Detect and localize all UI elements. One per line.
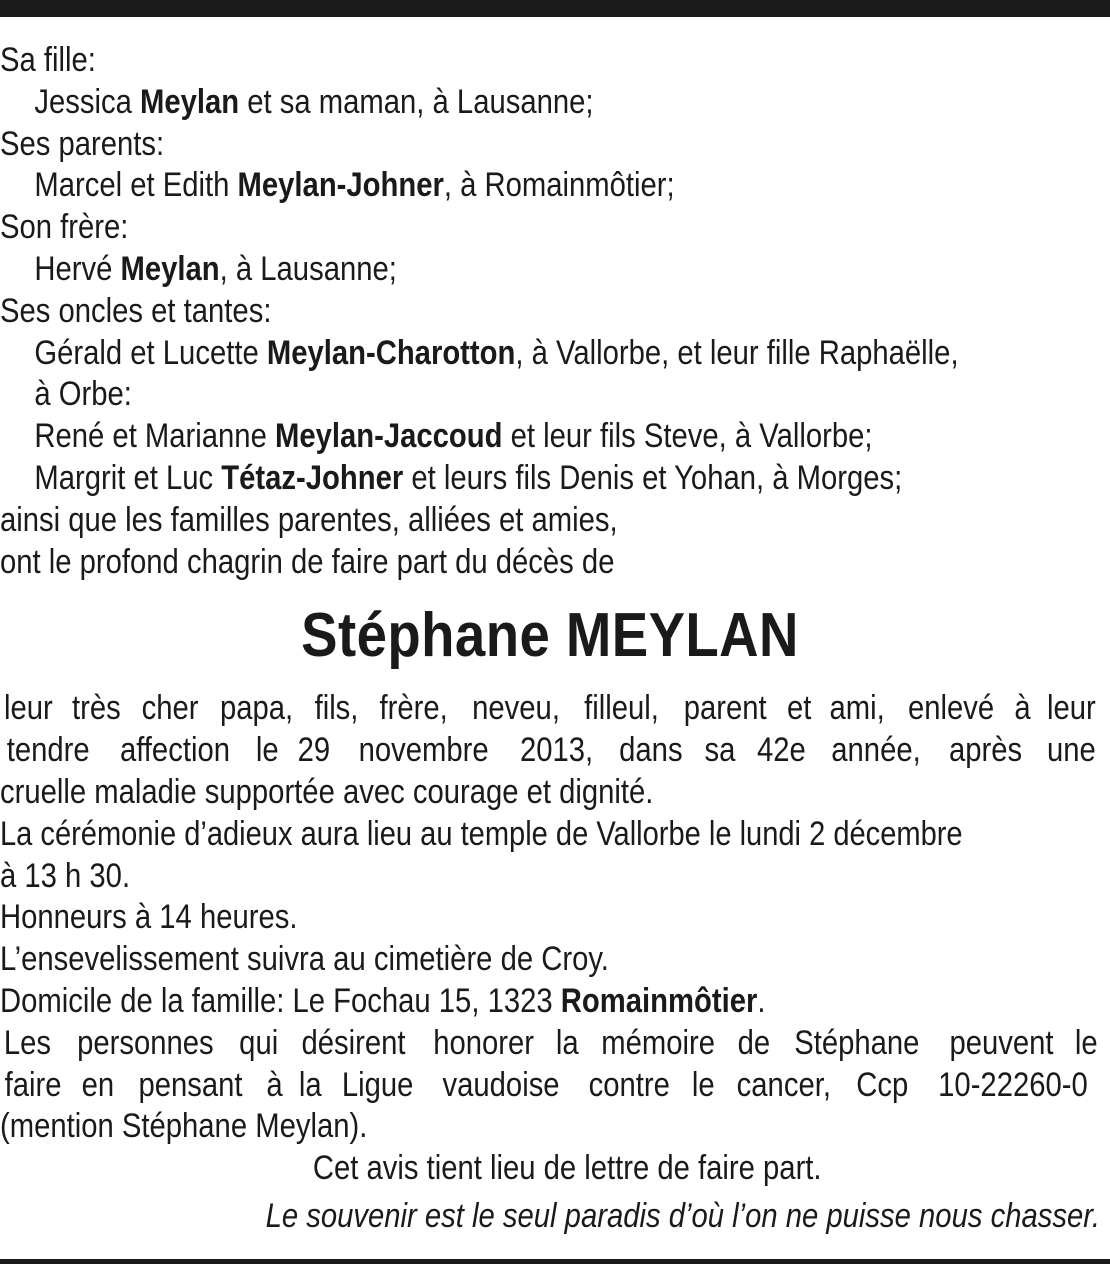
- word: 29: [297, 731, 331, 770]
- word: en: [81, 1065, 115, 1104]
- word: personnes: [77, 1023, 214, 1062]
- word: le: [691, 1065, 715, 1104]
- family-label: Son frère:: [0, 208, 129, 247]
- word: fils,: [314, 689, 359, 728]
- word: affection: [120, 731, 231, 770]
- word: 42e: [756, 731, 806, 770]
- word: désirent: [301, 1023, 406, 1062]
- family-entry: Hervé Meylan, à Lausanne;: [34, 249, 397, 288]
- word: après: [949, 731, 1023, 770]
- burial-line: L’ensevelissement suivra au cimetière de Croy.: [0, 940, 609, 979]
- body-justified-line: [0, 688, 1100, 730]
- word: Ccp: [856, 1065, 909, 1104]
- family-entry: René et Marianne Meylan-Jaccoud et leur fils Steve, à Vallorbe;: [34, 417, 873, 456]
- word: 2013,: [519, 731, 593, 770]
- body-line: (mention Stéphane Meylan).: [0, 1107, 368, 1146]
- word: honorer: [433, 1023, 535, 1062]
- body-justified-line: [0, 1065, 1100, 1107]
- word: tendre: [6, 731, 90, 770]
- closing-line: Cet avis tient lieu de lettre de faire part.: [312, 1149, 822, 1188]
- word: enlevé: [907, 689, 995, 728]
- honneurs-line: Honneurs à 14 heures.: [0, 898, 298, 937]
- word: papa,: [220, 689, 294, 728]
- body-justified-line: [0, 730, 1100, 772]
- word: sa: [704, 731, 736, 770]
- word: faire: [4, 1065, 62, 1104]
- word: parent: [683, 689, 767, 728]
- domicile-line: Domicile de la famille: Le Fochau 15, 1323 Romainmôtier.: [0, 981, 766, 1020]
- word: cancer,: [737, 1065, 832, 1104]
- top-rule: [0, 0, 1110, 17]
- word: la: [298, 1065, 322, 1104]
- word: le: [255, 731, 279, 770]
- word: peuvent: [949, 1023, 1054, 1062]
- family-entry: Margrit et Luc Tétaz-Johner et leurs fils Denis et Yohan, à Morges;: [34, 458, 903, 497]
- word: vaudoise: [442, 1065, 560, 1104]
- family-label: Sa fille:: [0, 41, 96, 79]
- word: filleul,: [584, 689, 660, 728]
- word: très: [72, 689, 122, 728]
- word: mémoire: [600, 1023, 715, 1062]
- word: dans: [618, 731, 683, 770]
- deceased-name: Stéphane MEYLAN: [301, 601, 799, 671]
- word: une: [1047, 731, 1096, 770]
- word: leur: [1047, 689, 1096, 728]
- family-entry: Marcel et Edith Meylan-Johner, à Romainmôtier;: [34, 166, 675, 205]
- motto: Le souvenir est le seul paradis d’où l’on ne puisse nous chasser.: [265, 1196, 1100, 1235]
- intro-line: ont le profond chagrin de faire part du décès de: [0, 542, 615, 581]
- body-justified-line: [0, 1023, 1100, 1065]
- word: Stéphane: [794, 1023, 920, 1062]
- body-line: cruelle maladie supportée avec courage et dignité.: [0, 772, 654, 811]
- word: de: [737, 1023, 771, 1062]
- word: et: [787, 689, 812, 728]
- word: à: [265, 1065, 283, 1104]
- word: Les: [3, 1023, 51, 1062]
- obituary-notice: [0, 40, 1100, 1238]
- word: ami,: [829, 689, 885, 728]
- family-entry: Gérald et Lucette Meylan-Charotton, à Vallorbe, et leur fille Raphaëlle,: [34, 333, 959, 372]
- word: frère,: [379, 689, 448, 728]
- word: 10-22260-0: [938, 1065, 1088, 1104]
- word: cher: [141, 689, 199, 728]
- bottom-rule: [0, 1259, 1110, 1264]
- word: pensant: [138, 1065, 243, 1104]
- word: année,: [831, 731, 922, 770]
- family-entry-continued: à Orbe:: [34, 375, 132, 414]
- word: Ligue: [342, 1065, 414, 1104]
- ceremony-line: à 13 h 30.: [0, 856, 131, 895]
- word: novembre: [358, 731, 489, 770]
- family-entry: Jessica Meylan et sa maman, à Lausanne;: [34, 82, 594, 121]
- word: le: [1075, 1023, 1099, 1062]
- family-label: Ses oncles et tantes:: [0, 291, 272, 330]
- word: contre: [588, 1065, 670, 1104]
- ceremony-line: La cérémonie d’adieux aura lieu au temple de Vallorbe le lundi 2 décembre: [0, 814, 963, 853]
- word: la: [555, 1023, 579, 1062]
- word: qui: [239, 1023, 279, 1062]
- word: neveu,: [471, 689, 560, 728]
- word: à: [1014, 689, 1031, 728]
- word: leur: [3, 689, 53, 728]
- intro-line: ainsi que les familles parentes, alliées et amies,: [0, 500, 618, 539]
- family-label: Ses parents:: [0, 124, 165, 163]
